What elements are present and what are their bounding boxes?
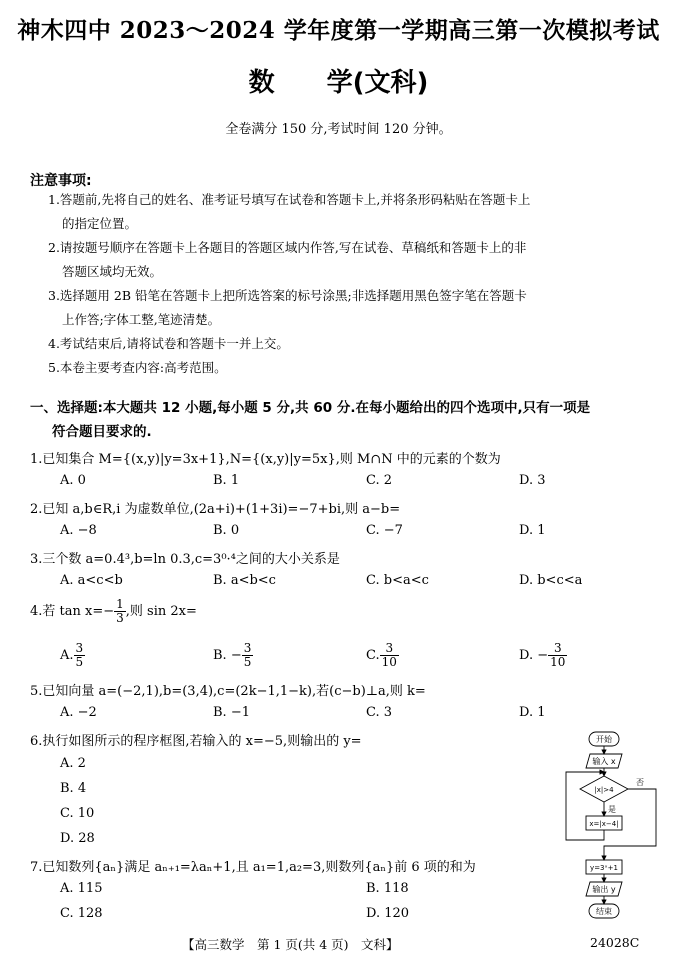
- flow-input-label: 输入 x: [592, 757, 616, 766]
- flow-condition-label: |x|>4: [594, 786, 614, 794]
- q1-option-b: B. 1: [213, 473, 240, 488]
- option-label: A.: [60, 648, 74, 663]
- question-3-stem: 3.三个数 a=0.4³,b=ln 0.3,c=3⁰·⁴之间的大小关系是: [30, 552, 340, 567]
- fraction-denominator: 5: [243, 655, 252, 669]
- flow-output-label: 输出 y: [592, 885, 616, 894]
- page-footer: 【高三数学 第 1 页(共 4 页) 文科】: [182, 937, 399, 952]
- notice-line: 答题区域均无效。: [62, 264, 163, 279]
- fraction-numerator: 3: [243, 641, 252, 655]
- q5-option-b: B. −1: [213, 705, 250, 720]
- q1-option-a: A. 0: [60, 473, 86, 488]
- option-fraction: [74, 642, 86, 669]
- question-4-stem: [30, 598, 197, 625]
- exam-title: 神木四中 2023～2024 学年度第一学期高三第一次模拟考试: [17, 17, 660, 44]
- notice-list: [48, 188, 530, 380]
- option-fraction: [242, 642, 254, 669]
- paper-code: 24028C: [590, 935, 640, 950]
- question-6-stem: 6.执行如图所示的程序框图,若输入的 x=−5,则输出的 y=: [30, 734, 362, 749]
- question-7-stem: 7.已知数列{aₙ}满足 aₙ₊₁=λaₙ+1,且 a₁=1,a₂=3,则数列{aₙ}前 6 项的和为: [30, 860, 476, 875]
- q6-option-d: D. 28: [60, 831, 95, 846]
- flow-end-label: 结束: [596, 907, 612, 916]
- q5-option-c: C. 3: [366, 705, 393, 720]
- q4-stem-prefix: 4.若 tan x=−: [30, 604, 115, 619]
- notice-heading: 注意事项:: [30, 173, 92, 189]
- option-fraction: [380, 642, 399, 669]
- q4-option-d: [519, 642, 567, 669]
- flow-yes-label: 是: [608, 805, 616, 814]
- q2-option-a: A. −8: [60, 523, 97, 538]
- q5-option-a: A. −2: [60, 705, 97, 720]
- q3-option-c: C. b<a<c: [366, 573, 429, 588]
- notice-item: [48, 188, 530, 236]
- q2-option-d: D. 1: [519, 523, 546, 538]
- q1-option-c: C. 2: [366, 473, 393, 488]
- q1-option-d: D. 3: [519, 473, 546, 488]
- fraction-numerator: 3: [380, 642, 399, 656]
- question-2-stem: 2.已知 a,b∈R,i 为虚数单位,(2a+i)+(1+3i)=−7+bi,则 a−b=: [30, 502, 401, 517]
- notice-line: 的指定位置。: [62, 216, 138, 231]
- notice-line: 2.请按题号顺序在答题卡上各题目的答题区域内作答,写在试卷、草稿纸和答题卡上的非: [48, 240, 527, 255]
- notice-line: 3.选择题用 2B 铅笔在答题卡上把所选答案的标号涂黑;非选择题用黑色签字笔在答题卡: [48, 288, 527, 303]
- q3-option-b: B. a<b<c: [213, 573, 276, 588]
- flow-assign-label: x=|x−4|: [589, 820, 619, 828]
- q3-option-d: D. b<c<a: [519, 573, 583, 588]
- q4-option-b: [213, 642, 253, 669]
- q4-stem-suffix: ,则 sin 2x=: [125, 604, 197, 619]
- option-label: D. −: [519, 648, 549, 663]
- subject-title: 数 学(文科): [248, 68, 429, 98]
- q4-option-c: [366, 642, 399, 669]
- fraction-denominator: 5: [75, 655, 84, 669]
- q6-option-b: B. 4: [60, 781, 87, 796]
- fraction-numerator: 1: [116, 597, 124, 611]
- q2-option-c: C. −7: [366, 523, 403, 538]
- fraction-denominator: 10: [381, 655, 397, 669]
- full-score-line: 全卷满分 150 分,考试时间 120 分钟。: [225, 122, 452, 137]
- section-heading: [30, 396, 590, 444]
- notice-line: 4.考试结束后,请将试卷和答题卡一并上交。: [48, 336, 289, 351]
- fraction-denominator: 10: [550, 655, 566, 669]
- q2-option-b: B. 0: [213, 523, 240, 538]
- fraction-numerator: 3: [548, 642, 567, 656]
- option-label: B. −: [213, 648, 242, 663]
- section-line: 符合题目要求的.: [52, 424, 152, 440]
- flow-start-label: 开始: [596, 735, 612, 744]
- q6-option-a: A. 2: [60, 756, 86, 771]
- question-1-stem: 1.已知集合 M={(x,y)|y=3x+1},N={(x,y)|y=5x},则 M∩N 中的元素的个数为: [30, 452, 501, 467]
- notice-item: [48, 236, 530, 284]
- q6-option-c: C. 10: [60, 806, 95, 821]
- q7-option-b: B. 118: [366, 881, 409, 896]
- section-line: 一、选择题:本大题共 12 小题,每小题 5 分,共 60 分.在每小题给出的四个选项中,只有一项是: [30, 400, 591, 416]
- program-flowchart: [560, 728, 660, 928]
- notice-line: 1.答题前,先将自己的姓名、准考证号填写在试卷和答题卡上,并将条形码粘贴在答题卡上: [48, 192, 531, 207]
- q4-fraction: [114, 598, 126, 625]
- notice-line: 上作答;字体工整,笔迹清楚。: [62, 312, 221, 327]
- q5-option-d: D. 1: [519, 705, 546, 720]
- flow-no-label: 否: [636, 778, 644, 787]
- fraction-numerator: 3: [75, 641, 84, 655]
- q4-option-a: [60, 642, 85, 669]
- q3-option-a: A. a<c<b: [60, 573, 123, 588]
- notice-item: [48, 332, 530, 356]
- question-5-stem: 5.已知向量 a=(−2,1),b=(3,4),c=(2k−1,1−k),若(c−b)⊥a,则 k=: [30, 684, 426, 699]
- notice-item: [48, 356, 530, 380]
- notice-line: 5.本卷主要考查内容:高考范围。: [48, 360, 227, 375]
- flow-compute-label: y=3ˣ+1: [590, 864, 618, 872]
- q7-option-d: D. 120: [366, 906, 410, 921]
- option-label: C.: [366, 648, 380, 663]
- q7-option-c: C. 128: [60, 906, 103, 921]
- fraction-denominator: 3: [116, 611, 124, 625]
- notice-item: [48, 284, 530, 332]
- option-fraction: [548, 642, 567, 669]
- q7-option-a: A. 115: [60, 881, 103, 896]
